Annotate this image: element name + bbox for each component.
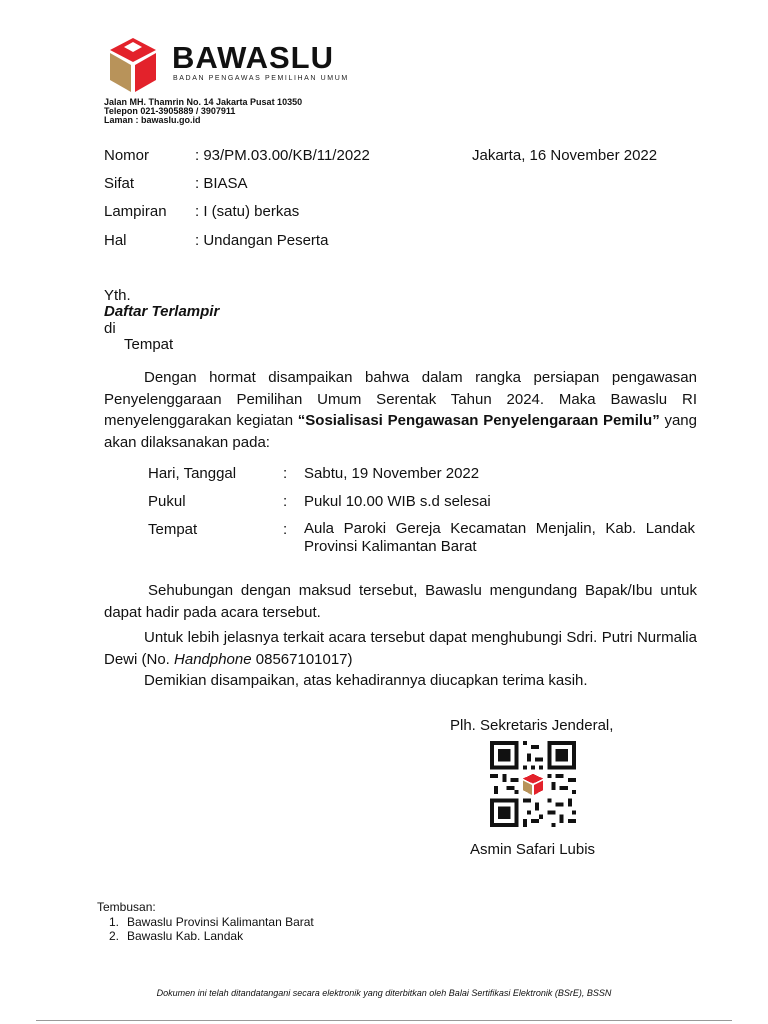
sifat-value: : BIASA [195,175,248,192]
address-line: Jalan MH. Thamrin No. 14 Jakarta Pusat 10350 [104,97,303,107]
contact-text: Untuk lebih jelasnya terkait acara tersebut dapat menghubungi Sdri. Putri Nurmalia Dewi (No. [104,629,697,668]
cc-item [95,915,314,929]
sifat-label: Sifat [104,175,135,192]
recipient-di: di [104,320,116,337]
detail-time-label: Pukul [148,493,186,510]
hal-value: : Undangan Peserta [195,232,329,249]
detail-time-value: Pukul 10.00 WIB s.d selesai [304,493,491,510]
nomor-label: Nomor [104,147,150,164]
e-signature-note: Dokumen ini telah ditandatangani secara elektronik yang diterbitkan oleh Balai Sertifikasi Elektronik (BSrE), BSSN [156,988,612,998]
bawaslu-logo-icon [104,36,162,94]
intro-tail: yang akan dilaksanakan pada: [104,412,697,451]
closing-paragraph: Demikian disampaikan, atas kehadirannya diucapkan terima kasih. [144,672,588,689]
recipient-name: Daftar Terlampir [104,303,220,320]
contact-number: 08567101017) [251,650,353,668]
detail-colon: : [283,493,288,510]
hal-label: Hal [104,232,127,249]
cc-item-number: 2. [108,929,119,943]
signatory-title: Plh. Sekretaris Jenderal, [450,717,614,734]
cc-list [95,915,314,943]
recipient-yth: Yth. [104,287,131,304]
cc-item-number: 1. [108,915,119,929]
cc-label: Tembusan: [97,900,156,914]
org-name: BAWASLU [172,40,334,75]
phone-line: Telepon 021-3905889 / 3907911 [104,106,236,116]
website-line: Laman : bawaslu.go.id [104,115,201,125]
footer-divider [36,1020,732,1021]
detail-place-value: Aula Paroki Gereja Kecamatan Menjalin, Kab. Landak Provinsi Kalimantan Barat [304,520,695,555]
detail-place-label: Tempat [148,521,198,538]
place-date: Jakarta, 16 November 2022 [472,147,658,164]
detail-colon: : [283,521,288,538]
lampiran-label: Lampiran [104,203,167,220]
qr-code-icon [490,741,576,827]
cc-item [95,929,314,943]
signatory-name: Asmin Safari Lubis [470,841,596,858]
handphone-word: Handphone [174,650,252,668]
detail-date-value: Sabtu, 19 November 2022 [304,465,480,482]
nomor-value: : 93/PM.03.00/KB/11/2022 [195,147,370,164]
contact-paragraph [104,627,697,670]
intro-paragraph [104,367,697,453]
org-full-name: BADAN PENGAWAS PEMILIHAN UMUM [173,75,349,82]
lampiran-value: : I (satu) berkas [195,203,300,220]
event-title: “Sosialisasi Pengawasan Penyelengaraan Pemilu” [297,412,660,429]
intro-text: Dengan hormat disampaikan bahwa dalam rangka persiapan pengawasan Penyelenggaraan Pemilihan Umum Serentak Tahun 2024. Maka Bawaslu RI menyelenggarakan kegiatan [104,369,697,429]
detail-colon: : [283,465,288,482]
detail-date-label: Hari, Tanggal [148,465,237,482]
cc-item-text: Bawaslu Provinsi Kalimantan Barat [127,915,314,929]
cc-item-text: Bawaslu Kab. Landak [127,929,244,943]
invitation-paragraph: Sehubungan dengan maksud tersebut, Bawaslu mengundang Bapak/Ibu untuk dapat hadir pada acara tersebut. [104,582,697,621]
recipient-place: Tempat [124,336,174,353]
